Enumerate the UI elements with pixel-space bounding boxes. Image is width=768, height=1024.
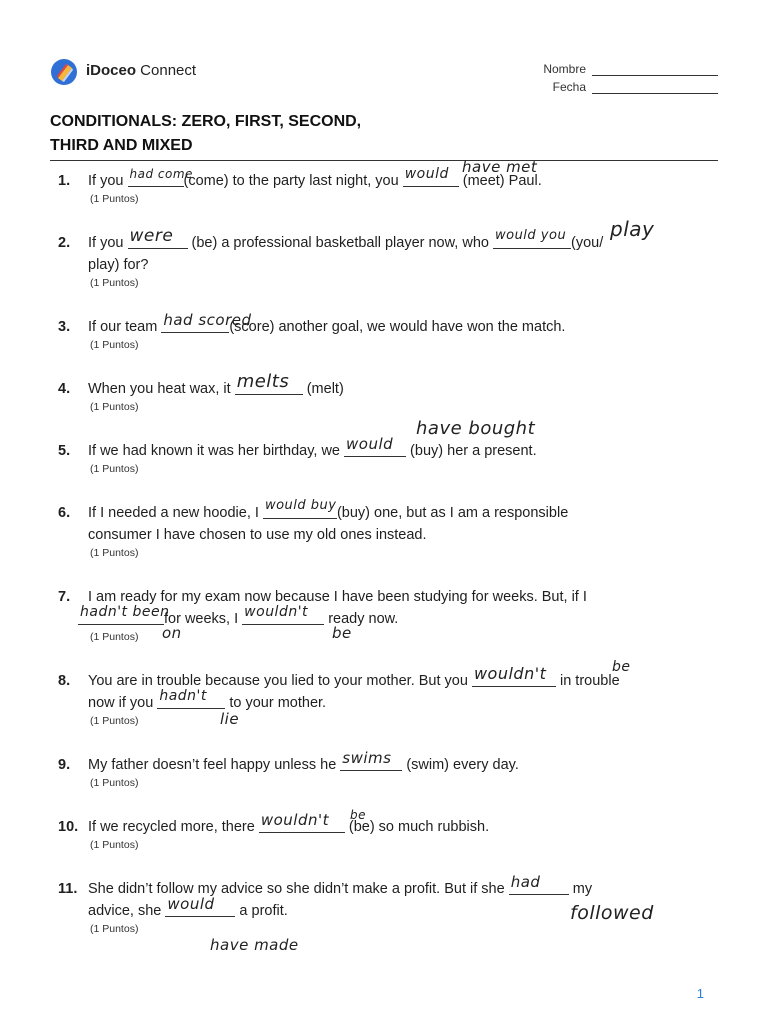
question-4: 4. When you heat wax, it melts (melt) (1 Puntos) xyxy=(58,371,344,413)
question-2: 2. If you were (be) a professional basketball player now, who would you (you/ play) for? (1 Puntos) play xyxy=(58,217,655,289)
handwritten-note: have bought xyxy=(416,418,536,439)
question-6: 6. If I needed a new hoodie, I would buy (buy) one, but as I am a responsible consumer I have chosen to use my old ones instead. (1 Puntos) xyxy=(58,498,569,559)
handwritten-note: have made xyxy=(210,936,299,954)
answer-blank[interactable]: swims xyxy=(340,754,402,771)
handwritten-note: play xyxy=(610,217,655,241)
nombre-field[interactable] xyxy=(592,63,718,76)
worksheet-title: CONDITIONALS: ZERO, FIRST, SECOND, THIRD AND MIXED xyxy=(50,110,718,161)
question-7: 7. I am ready for my exam now because I have been studying for weeks. But, if I hadn't been for weeks, I wouldn't ready now. (1 Puntos) on be xyxy=(58,589,587,643)
student-info xyxy=(543,58,718,94)
page-number: 1 xyxy=(696,986,704,1001)
answer-blank[interactable]: wouldn't xyxy=(472,670,556,687)
answer-blank[interactable]: would buy xyxy=(263,502,337,519)
question-1: 1. If you had come (come) to the party last night, you would (meet) Paul. (1 Puntos) have met xyxy=(58,158,542,205)
answer-blank[interactable]: hadn't been xyxy=(78,608,164,625)
answer-blank[interactable]: melts xyxy=(235,378,303,395)
answer-blank[interactable]: would xyxy=(403,170,459,187)
handwritten-note: followed xyxy=(570,902,654,924)
handwritten-note: have met xyxy=(462,158,538,176)
question-5: 5. If we had known it was her birthday, we would (buy) her a present. (1 Puntos) have bought xyxy=(58,418,537,475)
fecha-label: Fecha xyxy=(552,80,586,94)
answer-blank[interactable]: would xyxy=(344,440,406,457)
question-10: 10. If we recycled more, there wouldn't (be) so much rubbish. (1 Puntos) be xyxy=(50,816,718,852)
answer-blank[interactable]: had xyxy=(509,878,569,895)
question-9: 9. My father doesn’t feel happy unless he swims (swim) every day. (1 Puntos) xyxy=(58,749,519,789)
question-8: 8. You are in trouble because you lied to your mother. But you wouldn't in trouble now if you hadn't to your mother. (1 Puntos) be lie xyxy=(50,670,718,728)
question-11: 11. She didn’t follow my advice so she didn’t make a profit. But if she had my advice, she would a profit. (1 Puntos) followed have made xyxy=(58,873,654,954)
page-header xyxy=(50,56,718,96)
answer-blank[interactable]: had come xyxy=(128,170,184,187)
handwritten-note: be xyxy=(332,624,352,642)
answer-blank[interactable]: wouldn't xyxy=(242,608,324,625)
question-3: 3. If our team had scored (score) another goal, we would have won the match. (1 Puntos) xyxy=(58,311,566,351)
answer-blank[interactable]: wouldn't xyxy=(259,816,345,833)
handwritten-note: be xyxy=(350,808,366,822)
answer-blank[interactable]: hadn't xyxy=(157,692,225,709)
answer-blank[interactable]: would you xyxy=(493,232,571,249)
answer-blank[interactable]: were xyxy=(128,232,188,249)
answer-blank[interactable]: would xyxy=(165,900,235,917)
handwritten-note: lie xyxy=(220,710,240,728)
brand-name: iDoceo Connect xyxy=(86,62,197,79)
nombre-label: Nombre xyxy=(543,62,586,76)
idoceo-logo-icon xyxy=(50,58,78,86)
handwritten-note: be xyxy=(612,659,631,675)
handwritten-note: on xyxy=(162,624,182,642)
answer-blank[interactable]: had scored xyxy=(161,316,229,333)
fecha-field[interactable] xyxy=(592,81,718,94)
